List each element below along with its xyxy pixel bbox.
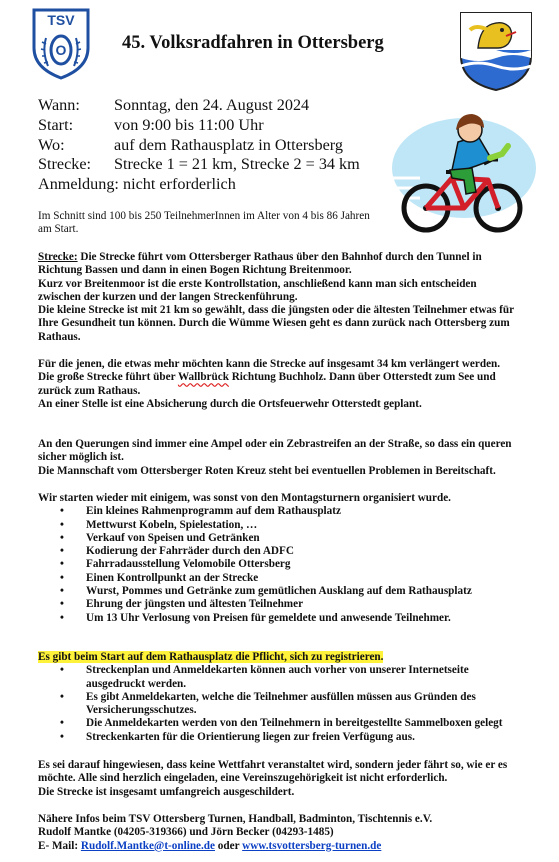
list-item: • Streckenkarten für die Orientierung liegen zur freien Verfügung aus.: [38, 731, 520, 744]
email-link[interactable]: Rudolf.Mantke@t-online.de: [80, 839, 215, 852]
list-item: • Streckenplan und Anmeldekarten können auch vorher von unserer Internetseite ausgedruckt werden.: [38, 664, 520, 691]
note-paragraph-2: Die Strecke ist insgesamt umfangreich ausgeschildert.: [38, 785, 295, 798]
list-item: • Wurst, Pommes und Getränke zum gemütlichen Ausklang auf dem Rathausplatz: [38, 585, 520, 598]
list-item: • Fahrradausstellung Velomobile Ottersberg: [38, 558, 520, 571]
registration-section: [38, 651, 520, 744]
program-list: [38, 505, 520, 625]
contact-or: oder: [215, 839, 243, 852]
cyclist-illustration: [380, 108, 540, 240]
registration-list: [38, 664, 520, 744]
info-label: Start:: [38, 116, 74, 134]
logo-letter: O: [55, 42, 67, 58]
email-prefix: E- Mail:: [38, 839, 81, 852]
route-paragraph-1-text: Die Strecke führt vom Ottersberger Rathaus über den Bahnhof durch den Tunnel in Richtung Bassen und dann in einen Bogen Richtung Breitenmoor.: [38, 251, 482, 277]
info-label: Strecke:: [38, 155, 92, 173]
wallbrueck-word: Wallbrück: [177, 371, 229, 384]
long-route-text-b: Richtung Buchholz. Dann über Otterstedt zum See und zurück zum Rathaus.: [38, 371, 496, 397]
contact-line-3: [38, 840, 520, 853]
info-label: Wann:: [38, 96, 80, 114]
list-item: • Um 13 Uhr Verlosung von Preisen für gemeldete und anwesende Teilnehmer.: [38, 612, 520, 625]
long-route-paragraph-3: An einer Stelle ist eine Absicherung durch die Ortsfeuerwehr Otterstedt geplant.: [38, 397, 422, 410]
list-item: • Es gibt Anmeldekarten, welche die Teilnehmer ausfüllen müssen aus Gründen des Versicherungsschutzes.: [38, 691, 520, 718]
program-section: [38, 492, 520, 625]
long-route-paragraph-1: Für die jenen, die etwas mehr möchten kann die Strecke auf insgesamt 34 km verlängert werden.: [38, 358, 501, 370]
route-heading: Strecke:: [38, 251, 78, 263]
tsv-club-logo: [32, 8, 90, 80]
info-label: Wo:: [38, 136, 65, 154]
registration-notice: [38, 651, 520, 664]
safety-section: [38, 438, 520, 478]
note-paragraph-1: Es sei darauf hingewiesen, dass keine Wettfahrt veranstaltet wird, sondern jeder fährt so, wie er es möchte. Alle sind herzlich eingeladen, eine Vereinszugehörigkeit ist nicht erforderlich.: [38, 759, 508, 785]
info-value: Sonntag, den 24. August 2024: [114, 96, 310, 114]
note-section: [38, 759, 520, 799]
list-item: • Kodierung der Fahrräder durch den ADFC: [38, 545, 520, 558]
info-value: Strecke 1 = 21 km, Strecke 2 = 34 km: [114, 155, 360, 173]
route-paragraph-3: Die kleine Strecke ist mit 21 km so gewählt, dass die jüngsten oder die ältesten Teilnehmer etwas für Ihre Gesundheit tun können. Durch die Wümme Wiesen geht es dann zurück nach Ottersberg zum Rathaus.: [38, 304, 514, 343]
registration-highlight: Es gibt beim Start auf dem Rathausplatz die Pflicht, sich zu registrieren.: [38, 651, 384, 663]
program-intro: Wir starten wieder mit einigem, was sonst von den Montagsturnern organisiert wurde.: [38, 492, 451, 504]
long-route-text-a: Die große Strecke führt über: [38, 371, 178, 384]
intro-text: Im Schnitt sind 100 bis 250 TeilnehmerInnen im Alter von 4 bis 86 Jahren am Start.: [38, 210, 370, 236]
website-link[interactable]: www.tsvottersberg-turnen.de: [242, 839, 382, 852]
list-item: • Ein kleines Rahmenprogramm auf dem Rathausplatz: [38, 505, 520, 518]
contact-section: [38, 813, 520, 853]
safety-paragraph-2: Die Mannschaft vom Ottersberger Roten Kreuz steht bei eventuellen Problemen in Bereitschaft.: [38, 464, 496, 477]
long-route-paragraph-2: [38, 371, 520, 398]
safety-paragraph-1: An den Querungen sind immer eine Ampel oder ein Zebrastreifen an der Straße, so dass ein queren sicher möglich ist.: [38, 438, 512, 464]
list-item: • Die Anmeldekarten werden von den Teilnehmern in bereitgestellte Sammelboxen gelegt: [38, 717, 520, 730]
page-title: 45. Volksradfahren in Ottersberg: [122, 33, 384, 53]
route-paragraph-2: Kurz vor Breitenmoor ist die erste Kontrollstation, anschließend kann man sich entscheiden zwischen der kurzen und der langen Streckenführung.: [38, 277, 477, 303]
route-paragraph-1: [38, 251, 520, 278]
anmeldung-text: Anmeldung: nicht erforderlich: [38, 175, 236, 193]
route-section: [38, 251, 520, 344]
coat-of-arms-icon: [458, 10, 534, 92]
contact-line-2: Rudolf Mantke (04205-319366) und Jörn Becker (04293-1485): [38, 826, 334, 839]
logo-text-tsv: TSV: [47, 12, 75, 28]
list-item: • Ehrung der jüngsten und ältesten Teilnehmer: [38, 598, 520, 611]
list-item: • Einen Kontrollpunkt an der Strecke: [38, 572, 520, 585]
list-item: • Mettwurst Kobeln, Spielestation, …: [38, 519, 520, 532]
info-value: auf dem Rathausplatz in Ottersberg: [114, 136, 343, 154]
list-item: • Verkauf von Speisen und Getränken: [38, 532, 520, 545]
info-value: von 9:00 bis 11:00 Uhr: [114, 116, 264, 134]
long-route-section: [38, 358, 520, 411]
contact-line-1: Nähere Infos beim TSV Ottersberg Turnen, Handball, Badminton, Tischtennis e.V.: [38, 813, 433, 825]
